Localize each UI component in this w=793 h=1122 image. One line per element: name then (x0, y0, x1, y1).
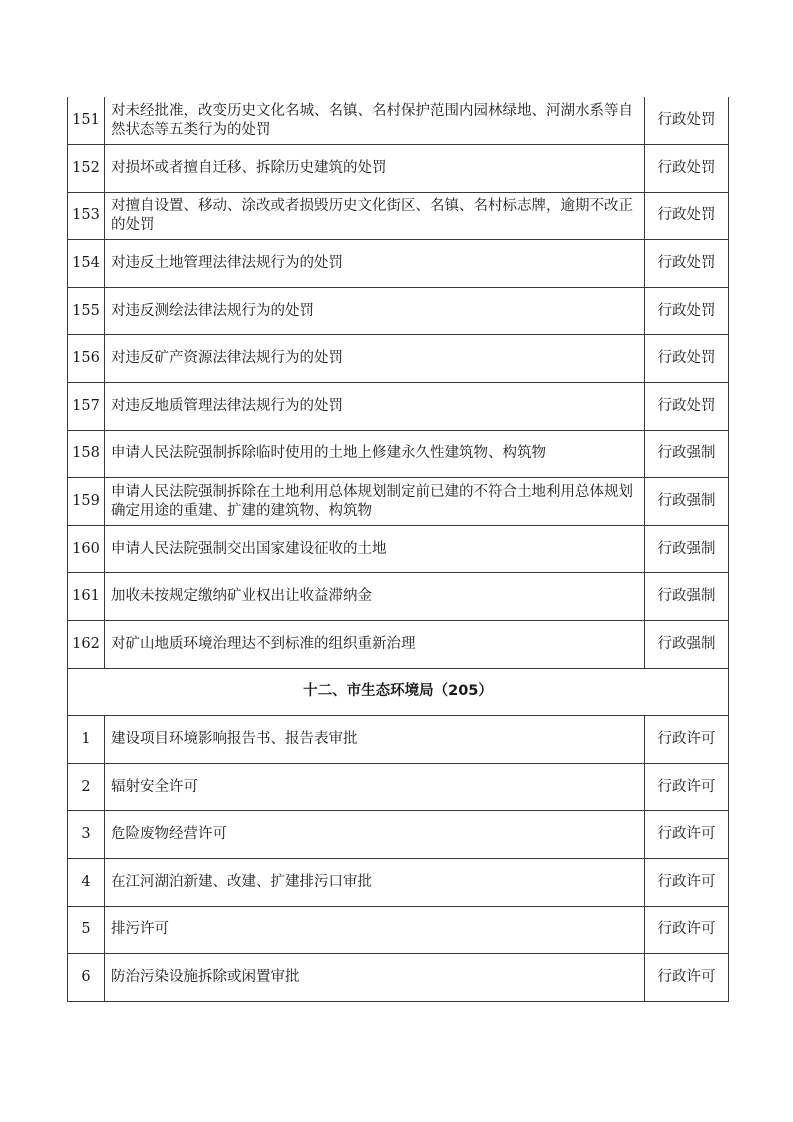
table-row (68, 478, 729, 526)
item-type: 行政许可 (645, 716, 729, 764)
table-row (68, 716, 729, 764)
item-type: 行政处罚 (645, 97, 729, 145)
row-number: 3 (68, 811, 105, 859)
item-name: 对违反测绘法律法规行为的处罚 (105, 287, 645, 335)
item-name: 对损坏或者擅自迁移、拆除历史建筑的处罚 (105, 145, 645, 193)
table-row (68, 954, 729, 1002)
item-type: 行政强制 (645, 525, 729, 573)
item-name: 辐射安全许可 (105, 763, 645, 811)
table-row (68, 240, 729, 288)
item-name: 申请人民法院强制交出国家建设征收的土地 (105, 525, 645, 573)
row-number: 154 (68, 240, 105, 288)
row-number: 162 (68, 621, 105, 669)
item-type: 行政强制 (645, 478, 729, 526)
item-name: 对未经批准，改变历史文化名城、名镇、名村保护范围内园林绿地、河湖水系等自然状态等五类行为的处罚 (105, 97, 645, 145)
row-number: 159 (68, 478, 105, 526)
item-type: 行政许可 (645, 811, 729, 859)
row-number: 151 (68, 97, 105, 145)
row-number: 4 (68, 859, 105, 907)
item-type: 行政许可 (645, 763, 729, 811)
item-name: 危险废物经营许可 (105, 811, 645, 859)
item-name: 申请人民法院强制拆除临时使用的土地上修建永久性建筑物、构筑物 (105, 430, 645, 478)
item-name: 防治污染设施拆除或闲置审批 (105, 954, 645, 1002)
item-name: 对违反地质管理法律法规行为的处罚 (105, 383, 645, 431)
row-number: 2 (68, 763, 105, 811)
item-type: 行政许可 (645, 954, 729, 1002)
row-number: 6 (68, 954, 105, 1002)
table-row (68, 525, 729, 573)
section-heading: 十二、市生态环境局（205） (68, 668, 729, 716)
item-type: 行政处罚 (645, 240, 729, 288)
row-number: 155 (68, 287, 105, 335)
row-number: 1 (68, 716, 105, 764)
item-name: 对违反矿产资源法律法规行为的处罚 (105, 335, 645, 383)
table-row (68, 763, 729, 811)
item-type: 行政处罚 (645, 192, 729, 240)
table-row (68, 621, 729, 669)
item-type: 行政强制 (645, 573, 729, 621)
table-row (68, 335, 729, 383)
table-row (68, 430, 729, 478)
table-row (68, 192, 729, 240)
item-type: 行政处罚 (645, 383, 729, 431)
row-number: 152 (68, 145, 105, 193)
item-name: 加收未按规定缴纳矿业权出让收益滞纳金 (105, 573, 645, 621)
item-name: 对矿山地质环境治理达不到标准的组织重新治理 (105, 621, 645, 669)
item-name: 申请人民法院强制拆除在土地利用总体规划制定前已建的不符合土地利用总体规划确定用途的重建、扩建的建筑物、构筑物 (105, 478, 645, 526)
table-row (68, 859, 729, 907)
table-row (68, 383, 729, 431)
item-type: 行政许可 (645, 859, 729, 907)
table-row (68, 145, 729, 193)
item-type: 行政强制 (645, 430, 729, 478)
item-type: 行政处罚 (645, 287, 729, 335)
section-heading-row (68, 668, 729, 716)
item-name: 建设项目环境影响报告书、报告表审批 (105, 716, 645, 764)
item-name: 排污许可 (105, 906, 645, 954)
row-number: 158 (68, 430, 105, 478)
item-name: 在江河湖泊新建、改建、扩建排污口审批 (105, 859, 645, 907)
row-number: 161 (68, 573, 105, 621)
table-row (68, 811, 729, 859)
row-number: 156 (68, 335, 105, 383)
table-row (68, 906, 729, 954)
authority-list-table (67, 97, 729, 1002)
item-name: 对擅自设置、移动、涂改或者损毁历史文化街区、名镇、名村标志牌，逾期不改正的处罚 (105, 192, 645, 240)
item-type: 行政处罚 (645, 335, 729, 383)
table-row (68, 573, 729, 621)
item-type: 行政处罚 (645, 145, 729, 193)
row-number: 157 (68, 383, 105, 431)
table-row (68, 287, 729, 335)
item-type: 行政强制 (645, 621, 729, 669)
table-row (68, 97, 729, 145)
row-number: 5 (68, 906, 105, 954)
item-name: 对违反土地管理法律法规行为的处罚 (105, 240, 645, 288)
row-number: 160 (68, 525, 105, 573)
row-number: 153 (68, 192, 105, 240)
item-type: 行政许可 (645, 906, 729, 954)
